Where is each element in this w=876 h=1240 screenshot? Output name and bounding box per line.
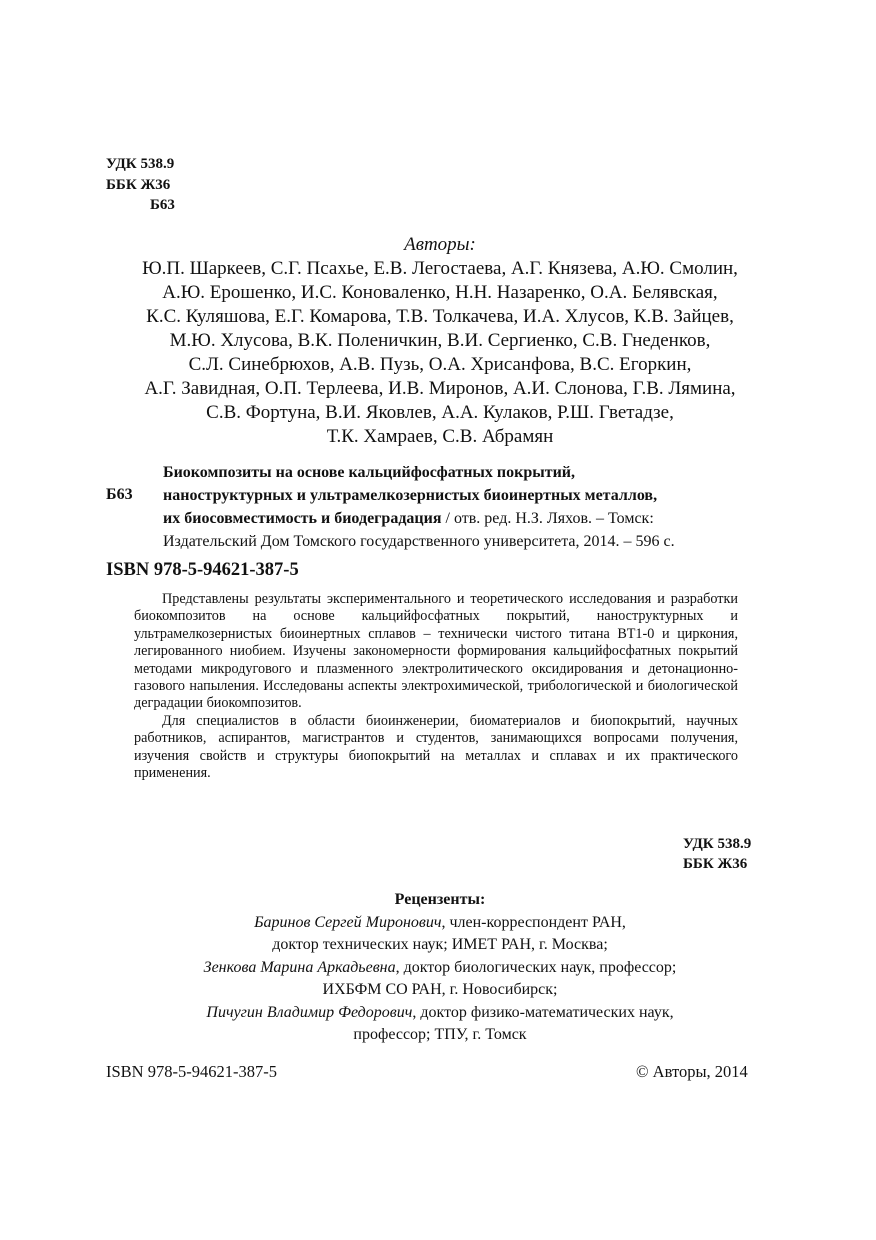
authors-line: А.Г. Завидная, О.П. Терлеева, И.В. Миронов, А.И. Слонова, Г.В. Лямина, bbox=[144, 378, 736, 399]
reviewer-name: Пичугин Владимир Федорович bbox=[206, 1003, 413, 1021]
bbk-code: ББК Ж36 bbox=[106, 176, 171, 193]
isbn-heading: ISBN 978-5-94621-387-5 bbox=[106, 560, 299, 580]
abstract-paragraph: Представлены результаты экспериментального и теоретического исследования и разработки биокомпозитов на основе кальцийфосфатных покрытий, наноструктурных и ультрамелкозернистых биоинертных сплавов – технически чистого титана ВТ1-0 и циркония, легированного ниобием. Изучены закономерности формирования кальцийфосфатных покрытий методами микродугового и плазменного электролитического оксидирования и детонационно-газового напыления. Исследованы аспекты электрохимической, трибологической и биологической деградации биокомпозитов. bbox=[134, 591, 738, 712]
isbn-footer: ISBN 978-5-94621-387-5 bbox=[106, 1062, 277, 1081]
authors-label: Авторы: bbox=[404, 234, 476, 255]
book-title-line: Биокомпозиты на основе кальцийфосфатных покрытий, bbox=[163, 464, 576, 481]
reviewer-title: , доктор биологических наук, профессор; bbox=[395, 958, 677, 976]
authors-line: М.Ю. Хлусова, В.К. Поленичкин, В.И. Сергиенко, С.В. Гнеденков, bbox=[169, 330, 711, 351]
authors-line: С.Л. Синебрюхов, А.В. Пузь, О.А. Хрисанфова, В.С. Егоркин, bbox=[188, 354, 692, 375]
reviewer-line: ИХБФМ СО РАН, г. Новосибирск; bbox=[322, 981, 558, 998]
bbk-code: ББК Ж36 bbox=[683, 856, 748, 872]
authors-line: А.Ю. Ерошенко, И.С. Коноваленко, Н.Н. Назаренко, О.А. Белявская, bbox=[162, 282, 718, 303]
reviewers-label: Рецензенты: bbox=[394, 891, 486, 908]
reviewers-block bbox=[90, 889, 790, 1047]
authors-block bbox=[90, 233, 790, 449]
udk-block-top bbox=[106, 154, 175, 216]
reviewer-title: , член-корреспондент РАН, bbox=[441, 913, 626, 931]
reviewer-line: профессор; ТПУ, г. Томск bbox=[353, 1026, 527, 1043]
responsible-editor: / отв. ред. Н.З. Ляхов. – Томск: bbox=[441, 510, 654, 527]
authors-line: Т.К. Хамраев, С.В. Абрамян bbox=[326, 426, 554, 447]
book-title-line bbox=[163, 507, 675, 530]
udk-code: УДК 538.9 bbox=[683, 836, 752, 852]
abstract-paragraph: Для специалистов в области биоинженерии, биоматериалов и биопокрытий, научных работников, аспирантов, магистрантов и студентов, занимающихся вопросами получения, изучения свойств и структуры биопокрытий на металлах и сплавах и их практического применения. bbox=[134, 712, 738, 782]
abstract bbox=[134, 591, 738, 782]
reviewer-line: доктор технических наук; ИМЕТ РАН, г. Москва; bbox=[272, 936, 608, 953]
reviewer-line bbox=[90, 1002, 790, 1025]
book-title-end: их биосовместимость и биодеградация bbox=[163, 510, 442, 527]
authors-line: К.С. Куляшова, Е.Г. Комарова, Т.В. Толкачева, И.А. Хлусов, К.В. Зайцев, bbox=[146, 306, 734, 327]
udk-block-bottom bbox=[683, 834, 751, 874]
reviewer-line bbox=[90, 912, 790, 935]
authors-line: С.В. Фортуна, В.И. Яковлев, А.А. Кулаков, Р.Ш. Гветадзе, bbox=[206, 402, 674, 423]
authors-line: Ю.П. Шаркеев, С.Г. Псахье, Е.В. Легостаева, А.Г. Князева, А.Ю. Смолин, bbox=[142, 258, 738, 279]
reviewer-name: Баринов Сергей Миронович bbox=[254, 913, 442, 931]
reviewer-line bbox=[90, 957, 790, 980]
book-title-line: наноструктурных и ультрамелкозернистых биоинертных металлов, bbox=[163, 487, 658, 504]
reviewer-title: , доктор физико-математических наук, bbox=[412, 1003, 674, 1021]
udk-code: УДК 538.9 bbox=[106, 156, 175, 172]
bibliographic-record bbox=[163, 461, 675, 553]
copyright: © Авторы, 2014 bbox=[636, 1062, 748, 1081]
publisher-line: Издательский Дом Томского государственного университета, 2014. – 596 с. bbox=[163, 533, 675, 550]
bib-author-mark: Б63 bbox=[106, 486, 133, 503]
reviewer-name: Зенкова Марина Аркадьевна bbox=[203, 958, 396, 976]
author-mark: Б63 bbox=[150, 197, 175, 213]
